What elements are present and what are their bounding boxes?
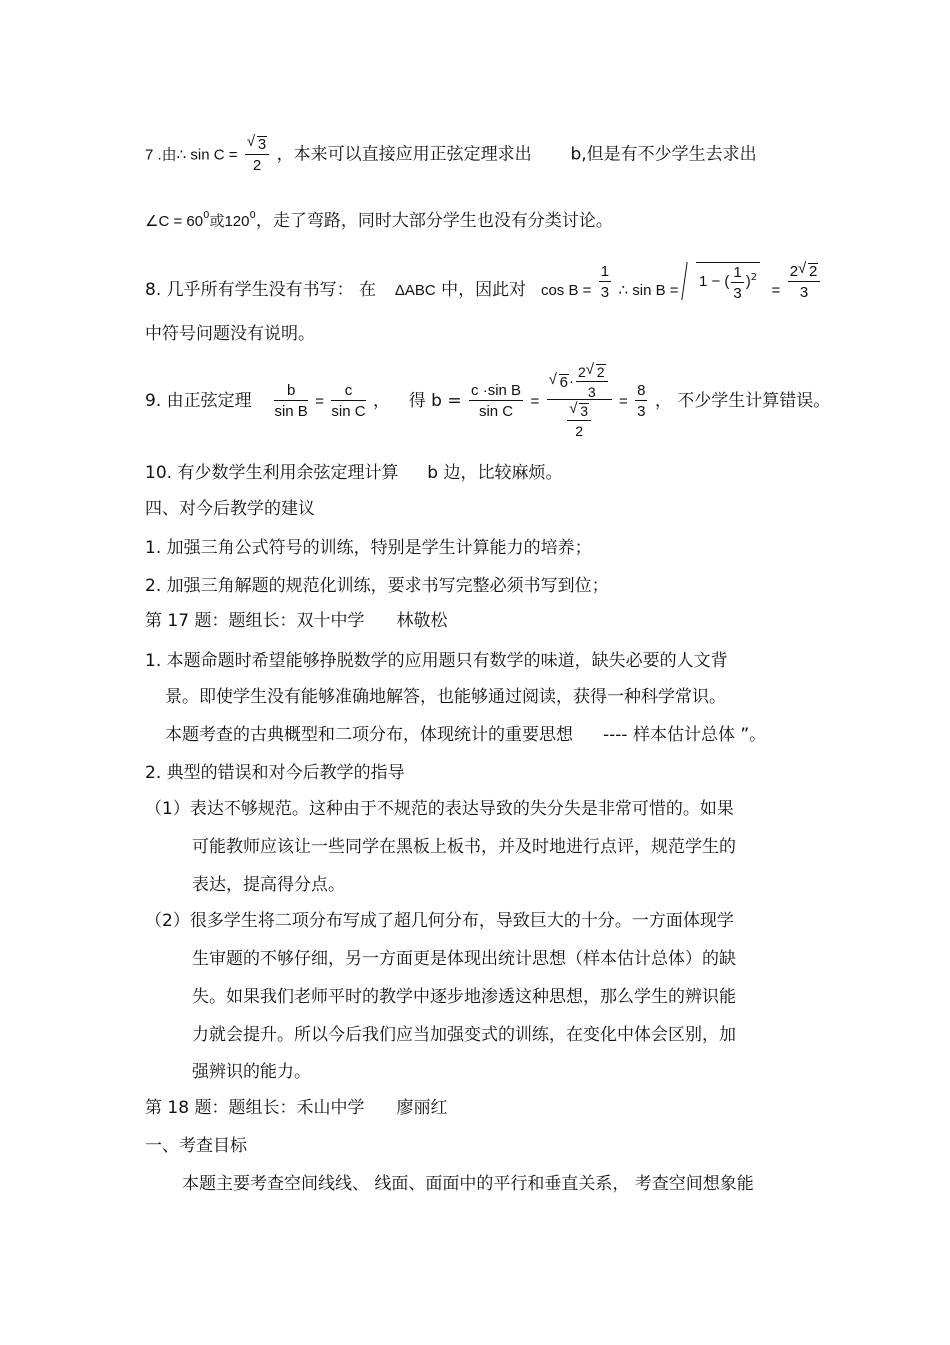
fraction: $\frac{1}{3}$ [600,262,610,301]
fraction: $\frac{2√ 2}{3}$ [788,263,821,300]
section-1-paragraph: 本题主要考查空间线线、 线面、面面中的平行和垂直关系， 考查空间想象能 [182,1174,754,1194]
math-text: 或120 [209,213,250,230]
q17-p2-2c: 失。如果我们老师平时的教学中逐步地渗透这种思想，那么学生的辨识能 [192,987,736,1007]
q17-p2-1c: 表达，提高得分点。 [192,875,345,895]
q17-p2-1b: 可能教师应该让一些同学在黑板上板书，并及时地进行点评，规范学生的 [192,837,736,857]
math-text: 7 .由∴ sin C = [145,146,238,164]
sqrt-radicand: 3 [257,136,267,153]
item-8-line2 [145,326,315,343]
complex-fraction: √ 6· $\frac{2√ 2}{3}$ √ $\frac{3}{2}$ [547,364,612,438]
text: b,但是有不少学生去求出 [570,144,757,165]
sqrt [257,136,267,152]
superscript: 0 [249,210,256,221]
text: 8. 几乎所有学生没有书写： 在 [145,279,377,300]
q17-p1-b: 景。即使学生没有能够准确地解答，也能够通过阅读，获得一种科学常识。 [165,687,726,707]
q17-p1-a: 1. 本题命题时希望能够挣脱数学的应用题只有数学的味道，缺失必要的人文背 [145,651,728,671]
text: 中，因此对 [441,279,527,300]
item-7-line2 [145,211,613,230]
superscript: 2 [750,272,758,283]
fraction: $\frac{8}{3}$ [637,382,646,420]
section-4-heading: 四、对今后教学的建议 [145,499,315,519]
q18-heading: 第 18 题：题组长：禾山中学 廖丽红 [145,1098,448,1118]
q17-heading: 第 17 题：题组长：双十中学 林敬松 [145,611,448,631]
math-text: ∠C = 60 [145,213,204,230]
fraction [245,136,269,173]
equals: = [618,393,628,410]
item-10 [145,465,562,482]
q17-p2-1a: （1）表达不够规范。这种由于不规范的表达导致的失分失是非常可惜的。如果 [145,799,734,819]
math-text: ∴ sin B = [618,281,679,299]
equals: = [530,393,540,410]
item-9 [145,364,830,438]
q17-p2-2d: 力就会提升。所以今后我们应当加强变式的训练，在变化中体会区别，加 [192,1025,736,1045]
denominator: 2 [252,157,262,174]
big-sqrt: 1 − ( $\frac{1}{3}$ )$^2$ [696,262,760,301]
text: 得 b = [408,391,462,411]
equals: = [315,393,324,410]
text: ，走了弯路，同时大部分学生也没有分类讨论。 [255,211,613,231]
q17-p1-c: 本题考查的古典概型和二项分布，体现统计的重要思想 ---- 样本估计总体 ”。 [165,725,767,745]
text: 中符号问题没有说明。 [145,324,315,344]
fraction: $\frac{c}{\text{sin C}}$ [331,382,366,420]
section-4-item-1: 1. 加强三角公式符号的训练，特别是学生计算能力的培养； [145,538,592,558]
text: ， 不少学生计算错误。 [654,391,831,411]
text: ， [372,391,390,411]
equals: = [771,281,781,299]
q17-p2-2b: 生审题的不够仔细，另一方面更是体现出统计思想（样本估计总体）的缺 [192,949,736,969]
fraction: $\frac{b}{\text{sin B}}$ [274,382,308,420]
superscript: 0 [203,210,210,221]
text: ，本来可以直接应用正弦定理求出 [276,144,532,165]
q17-p2-2e: 强辨识的能力。 [192,1062,311,1082]
text: 10. 有少数学生利用余弦定理计算 [145,463,399,483]
fraction: $\frac{\text{c ·sin B}}{\text{sin C}}$ [471,382,522,420]
item-7-line1 [145,136,757,173]
section-4-item-2: 2. 加强三角解题的规范化训练，要求书写完整必须书写到位； [145,576,609,596]
text: 9. 由正弦定理 [145,391,252,411]
triangle-label: ΔABC [394,281,436,299]
section-1-heading: 一、考查目标 [145,1136,247,1156]
q17-p2: 2. 典型的错误和对今后教学的指导 [145,763,405,783]
text: b 边，比较麻烦。 [427,463,563,483]
item-8-line1 [145,262,822,301]
q17-p2-2a: （2）很多学生将二项分布写成了超几何分布，导致巨大的十分。一方面体现学 [145,911,734,931]
math-text: cos B = [540,281,592,299]
